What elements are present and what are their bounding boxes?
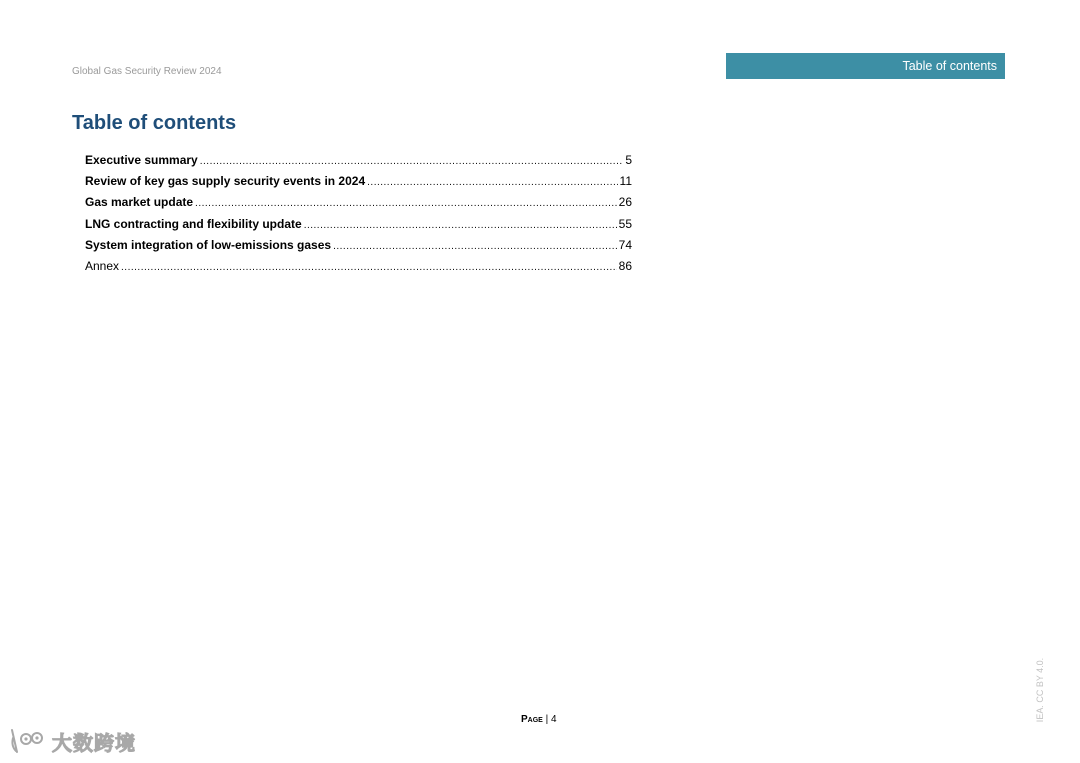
toc-entry-gas-market-update[interactable] [85,194,632,215]
toc-entry-label: Executive summary [85,153,198,167]
toc-dot-leader [367,175,617,191]
page-word: Page [521,714,543,725]
page-number-value: 4 [551,714,557,725]
toc-entry-page: 55 [618,216,632,231]
toc-dot-leader [304,218,617,234]
toc-entry-page: 86 [618,258,632,273]
toc-dot-leader [333,239,617,255]
toc-entry-page: 5 [625,153,632,167]
page-number [521,714,557,725]
toc-dot-leader [195,196,617,212]
running-title: Global Gas Security Review 2024 [72,66,222,77]
toc-dot-leader [121,260,617,276]
watermark [8,726,136,756]
toc-entry-page: 11 [619,174,632,189]
toc-entry-lng-contracting[interactable] [85,216,632,237]
section-tab: Table of contents [726,53,1005,79]
logo-mark-icon [8,726,48,756]
toc-entry-label: Review of key gas supply security events in 2024 [85,174,366,189]
toc-entry-annex[interactable] [85,258,632,279]
toc-entry-label: Gas market update [85,195,194,210]
toc-entry-label: Annex [85,258,120,273]
toc-entry-system-integration[interactable] [85,237,632,258]
toc-entry-review-events[interactable] [85,173,632,194]
toc-entry-executive-summary[interactable] [85,152,632,173]
page-separator: | [542,714,551,725]
page-title: Table of contents [72,112,237,134]
watermark-text: 大数跨境 [52,732,136,755]
license-note: IEA. CC BY 4.0. [1035,657,1045,723]
toc-entry-label: System integration of low-emissions gases [85,237,332,252]
toc-entry-label: LNG contracting and flexibility update [85,216,302,231]
toc-entry-page: 26 [618,195,632,210]
toc-entry-page: 74 [618,237,632,252]
table-of-contents [85,152,632,279]
toc-dot-leader [200,154,624,170]
